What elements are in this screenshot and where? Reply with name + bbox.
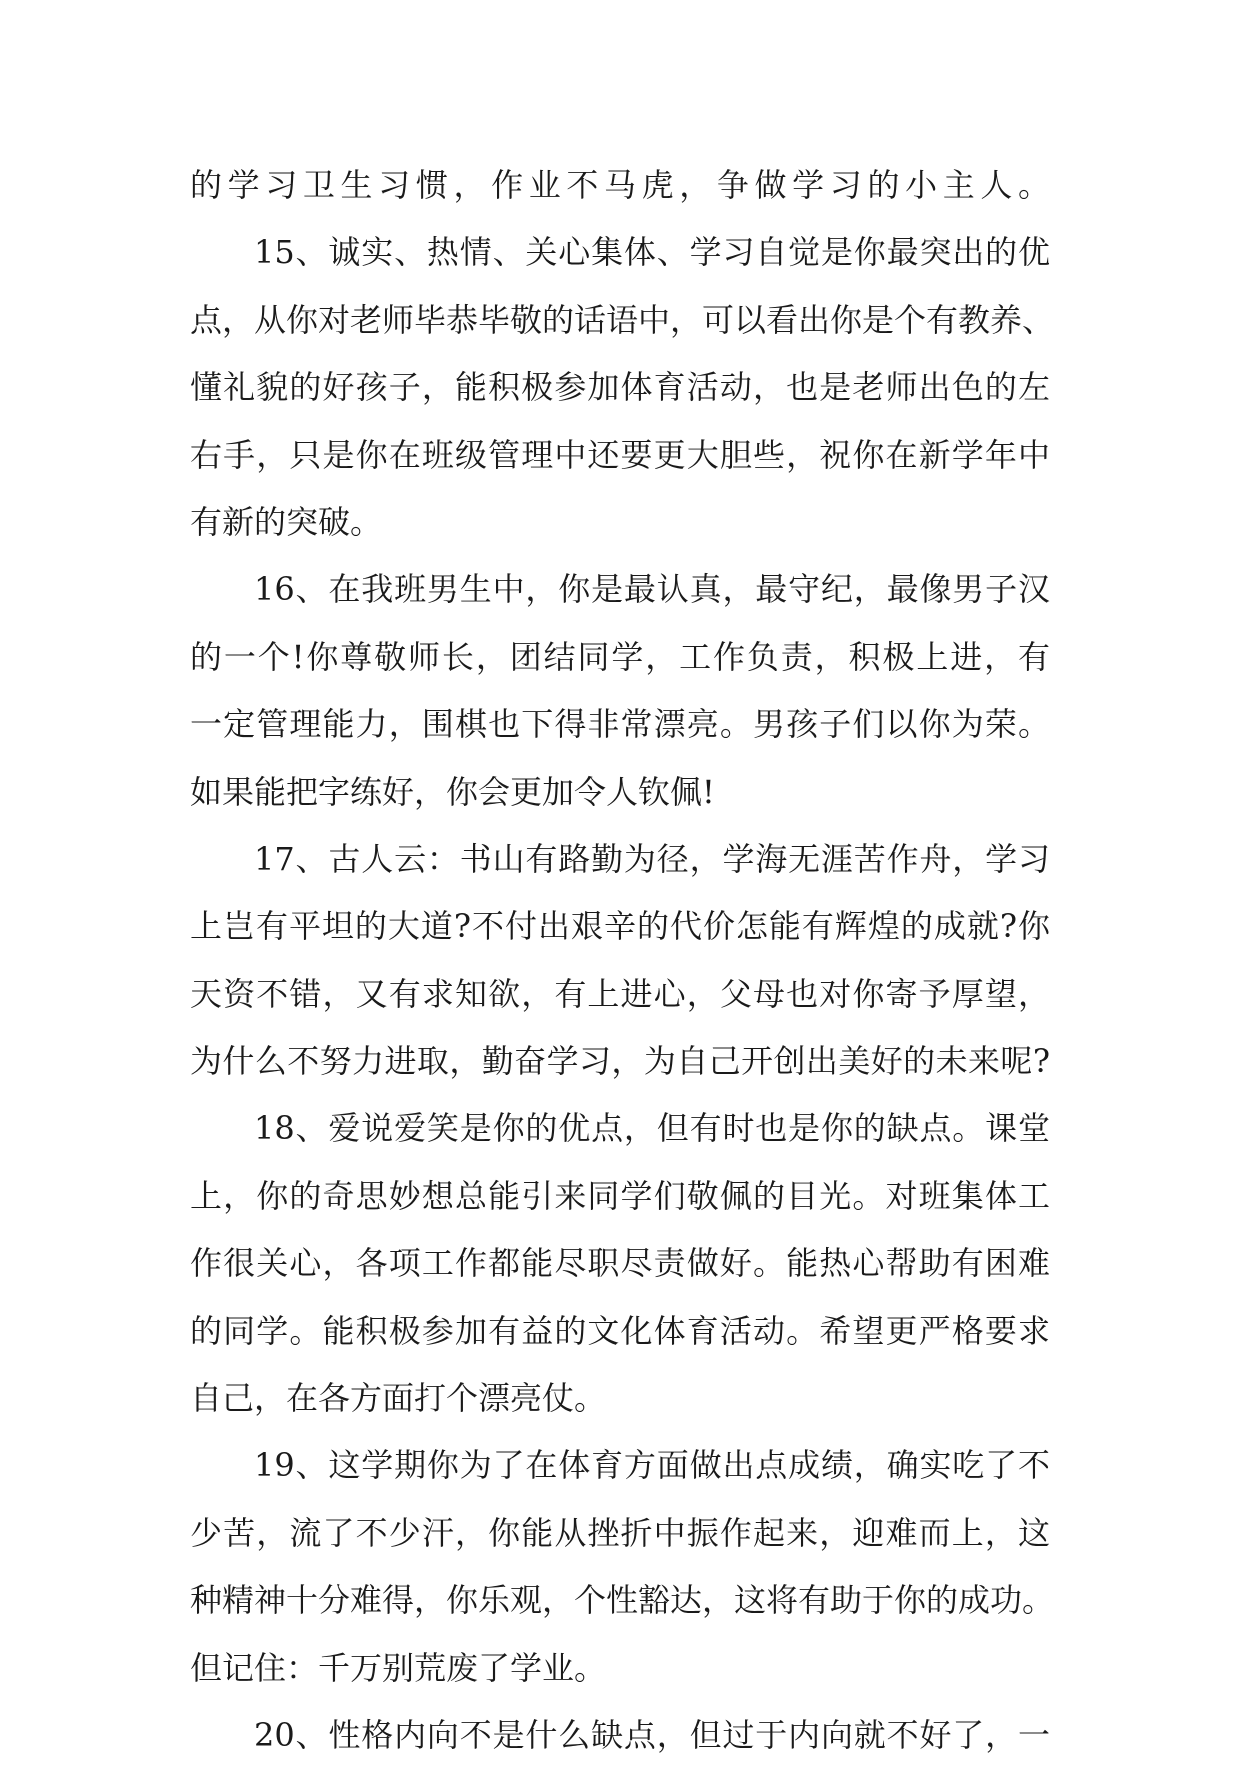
- text-line: 一定管理能力，围棋也下得非常漂亮。男孩子们以你为荣。: [190, 705, 1050, 744]
- text-line: 的一个!你尊敬师长，团结同学，工作负责，积极上进，有: [190, 637, 1050, 676]
- text-line: 天资不错，又有求知欲，有上进心，父母也对你寄予厚望，: [190, 974, 1050, 1013]
- text-line: 有新的突破。: [190, 502, 383, 541]
- text-line: 种精神十分难得，你乐观，个性豁达，这将有助于你的成功。: [190, 1581, 1055, 1620]
- paragraph-15-start: 15、诚实、热情、关心集体、学习自觉是你最突出的优: [254, 233, 1050, 272]
- text-line: 作很关心，各项工作都能尽职尽责做好。能热心帮助有困难: [190, 1244, 1050, 1283]
- paragraph-17-start: 17、古人云：书山有路勤为径，学海无涯苦作舟，学习: [254, 839, 1050, 878]
- document-body: [190, 152, 1055, 1769]
- paragraph-16-start: 16、在我班男生中，你是最认真，最守纪，最像男子汉: [254, 570, 1050, 609]
- text-line: 自己，在各方面打个漂亮仗。: [190, 1379, 607, 1418]
- text-line: 的同学。能积极参加有益的文化体育活动。希望更严格要求: [190, 1311, 1050, 1350]
- paragraph-19-start: 19、这学期你为了在体育方面做出点成绩，确实吃了不: [254, 1446, 1050, 1485]
- text-line: 如果能把字练好，你会更加令人钦佩!: [190, 772, 715, 811]
- paragraph-18-start: 18、爱说爱笑是你的优点，但有时也是你的缺点。课堂: [254, 1109, 1050, 1148]
- text-line: 的学习卫生习惯，作业不马虎，争做学习的小主人。: [190, 166, 1050, 204]
- text-line: 右手，只是你在班级管理中还要更大胆些，祝你在新学年中: [190, 435, 1050, 474]
- text-line: 点，从你对老师毕恭毕敬的话语中，可以看出你是个有教养、: [190, 300, 1055, 339]
- text-line: 少苦，流了不少汗，你能从挫折中振作起来，迎难而上，这: [190, 1513, 1050, 1552]
- paragraph-20-start: 20、性格内向不是什么缺点，但过于内向就不好了，一: [254, 1715, 1050, 1754]
- text-line: 上，你的奇思妙想总能引来同学们敬佩的目光。对班集体工: [190, 1176, 1050, 1215]
- text-line: 上岂有平坦的大道?不付出艰辛的代价怎能有辉煌的成就?你: [190, 907, 1050, 946]
- text-line: 懂礼貌的好孩子，能积极参加体育活动，也是老师出色的左: [190, 368, 1050, 407]
- text-line: 但记住：千万别荒废了学业。: [190, 1648, 607, 1687]
- text-line: 为什么不努力进取，勤奋学习，为自己开创出美好的未来呢?: [190, 1042, 1050, 1081]
